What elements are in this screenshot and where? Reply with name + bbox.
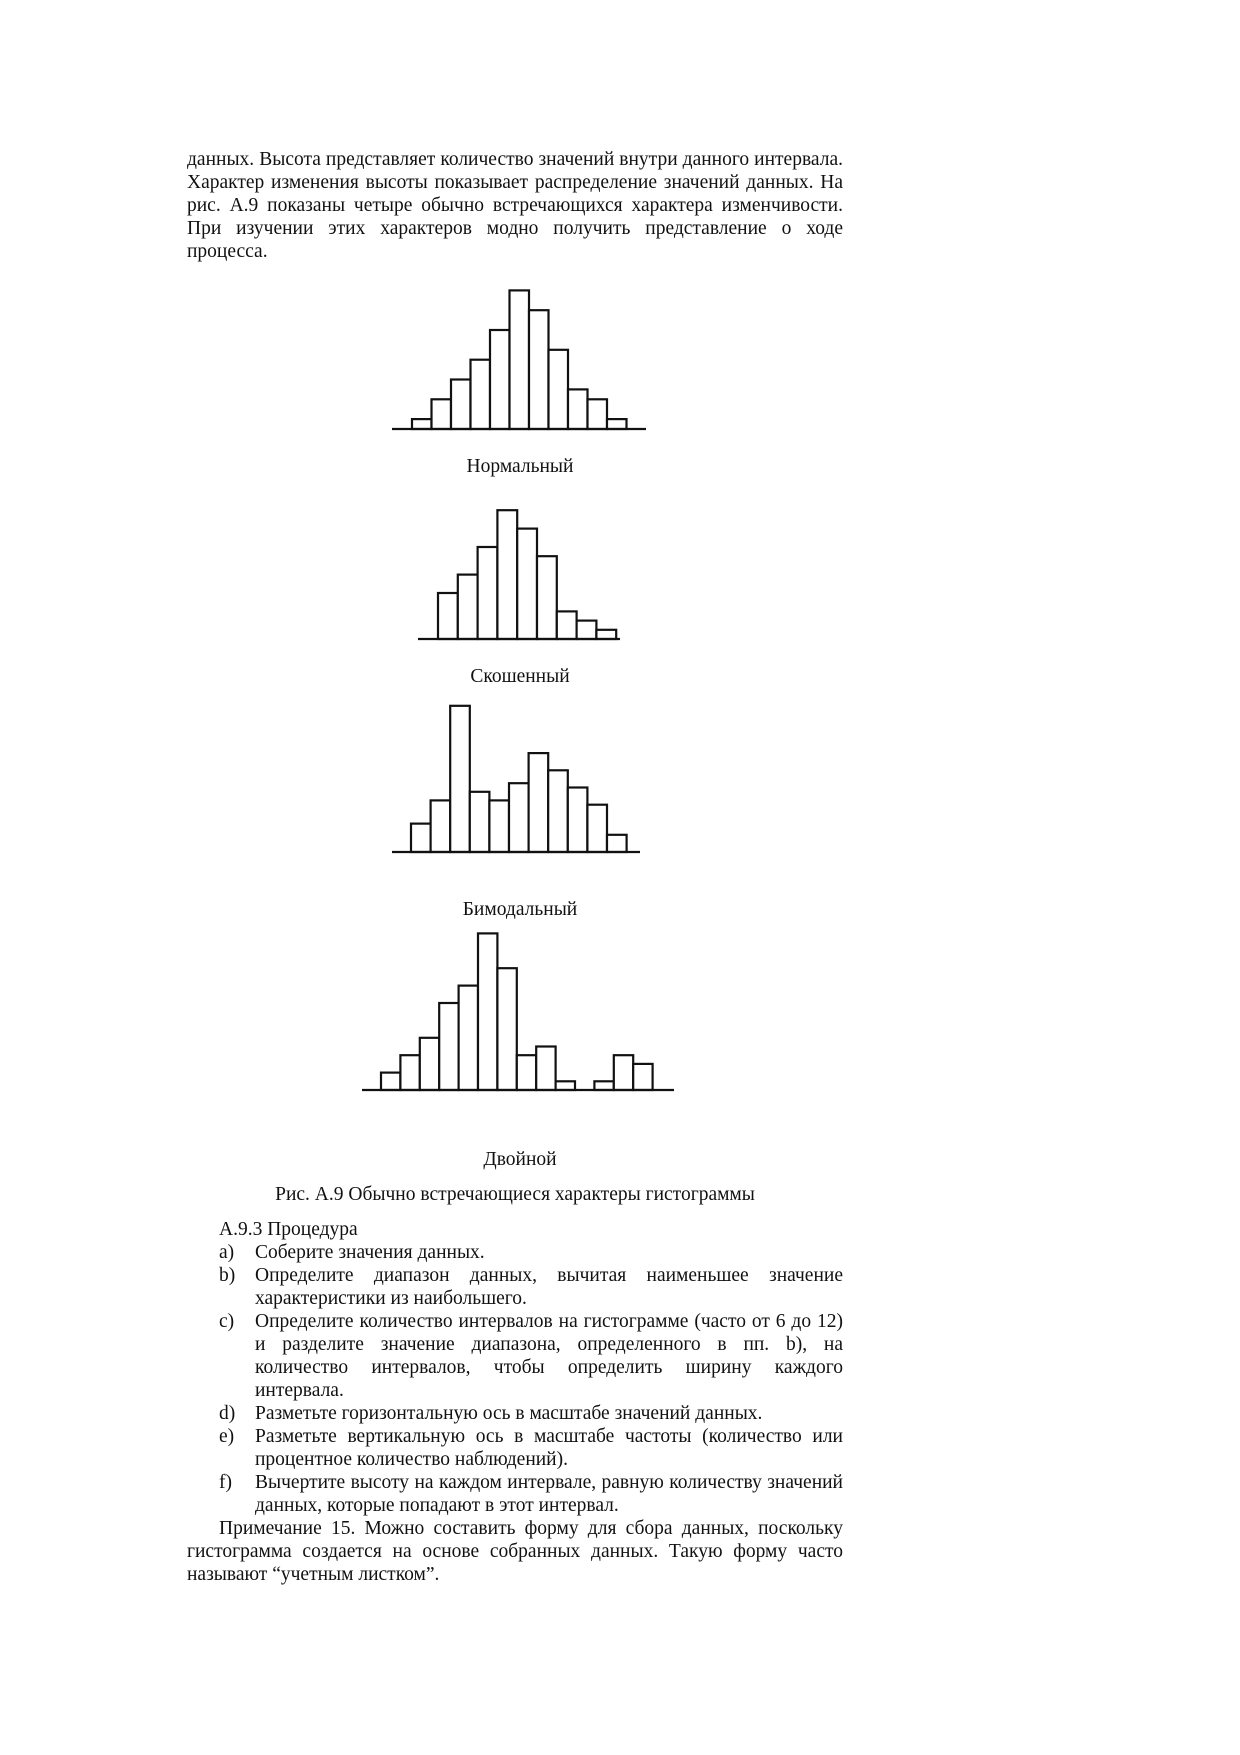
procedure-note: Примечание 15. Можно составить форму для сбора данных, поскольку гистограмма создается на основе собранных данных. Такую форму часто называют “учетным листком”. [187,1518,843,1585]
histogram-bar [607,835,627,852]
histogram-bar [577,621,597,639]
histogram-bar [400,1055,419,1090]
histogram-bar [509,783,529,852]
intro-paragraph: данных. Высота представляет количество значений внутри данного интервала. Характер изменения высоты показывает распределение значений данных. На рис. A.9 показаны четыре обычно встречающихся характера изменчивости. При изучении этих характеров модно получить представление о ходе процесса. [187,149,843,262]
list-item-text: Разметьте вертикальную ось в масштабе частоты (количество или процентное количество наблюдений). [255,1426,843,1470]
histogram-skewed-label: Скошенный [470,666,570,687]
histogram-bar [490,330,510,429]
histogram-bar [438,593,458,639]
list-item [187,1264,843,1310]
histogram-bar [614,1055,633,1090]
histogram-bar [489,800,509,852]
histogram-bar [470,792,490,852]
list-item-text: Определите количество интервалов на гистограмме (часто от 6 до 12) и разделите значение диапазона, определенного в пп. b), на количество интервалов, чтобы определить ширину каждого интервала. [255,1311,843,1401]
histogram-bar [478,933,497,1090]
list-marker: c) [219,1311,235,1332]
histogram-bar [607,419,627,429]
histogram-skewed [340,490,700,650]
procedure-list [187,1241,843,1517]
histogram-bimodal [340,700,700,860]
list-marker: e) [219,1426,235,1447]
histogram-bar [557,611,577,639]
list-item [187,1425,843,1471]
histogram-bar [556,1081,575,1090]
histogram-bar [381,1073,400,1090]
histogram-bar [439,1003,458,1090]
histogram-bar [451,380,471,430]
list-item [187,1241,843,1264]
list-item-text: Разметьте горизонтальную ось в масштабе значений данных. [255,1403,763,1424]
histogram-bar [420,1038,439,1090]
histogram-normal-label: Нормальный [466,456,574,477]
histogram-bar [412,419,432,429]
histogram-bar [497,510,517,639]
intro-text [187,148,843,263]
histogram-bar [568,389,588,429]
list-item [187,1402,843,1425]
histogram-bar [510,290,530,429]
histogram-bar [588,399,608,429]
histogram-bar [432,399,452,429]
histogram-bar [517,529,537,639]
histogram-bimodal-label: Бимодальный [462,899,578,920]
histogram-bar [411,824,431,852]
histogram-bar [471,360,491,429]
histogram-bar [459,986,478,1090]
list-marker: f) [219,1472,232,1493]
histogram-bar [594,1081,613,1090]
histogram-bar [537,556,557,639]
histogram-bar [568,788,588,853]
list-marker: b) [219,1265,236,1286]
histogram-bar [497,968,516,1090]
procedure-section [187,1218,843,1586]
histogram-bar [529,753,549,852]
histogram-bar [596,630,616,639]
list-item [187,1471,843,1517]
histogram-bar [450,706,470,852]
histogram-double [340,940,700,1100]
histogram-bar [536,1047,555,1091]
histogram-bar [549,350,569,429]
list-item-text: Определите диапазон данных, вычитая наименьшее значение характеристики из наибольшего. [255,1265,843,1309]
histogram-bar [431,800,451,852]
list-marker: d) [219,1403,236,1424]
list-item [187,1310,843,1402]
histogram-bar [458,575,478,639]
procedure-heading: A.9.3 Процедура [219,1219,358,1240]
list-marker: a) [219,1242,235,1263]
histogram-bar [587,805,607,852]
list-item-text: Вычертите высоту на каждом интервале, равную количеству значений данных, которые попадают в этот интервал. [255,1472,843,1516]
histogram-double-label: Двойной [483,1149,557,1170]
histogram-bar [548,770,568,852]
figure-caption: Рис. A.9 Обычно встречающиеся характеры гистограммы [275,1184,755,1205]
histogram-bar [529,310,549,429]
histogram-bar [478,547,498,639]
list-item-text: Соберите значения данных. [255,1242,485,1263]
histogram-bar [633,1064,652,1090]
histogram-bar [517,1055,536,1090]
histogram-normal [340,280,700,440]
